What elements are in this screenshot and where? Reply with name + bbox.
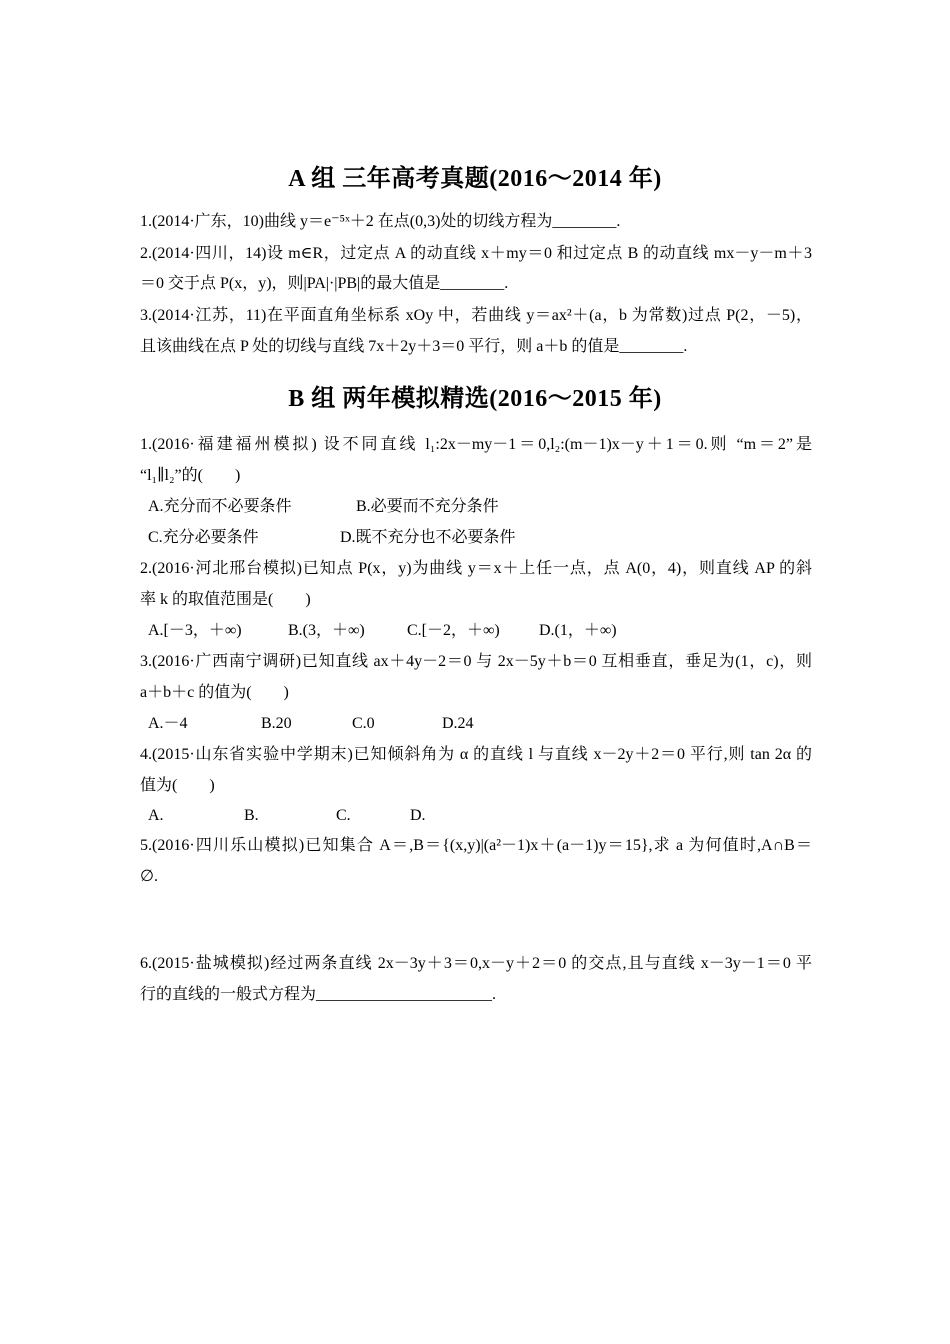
question-b5-line1: 5.(2016·四川乐山模拟)已知集合 A＝,B＝{(x,y)|(a²－1)x＋(a－1)y＝15},求 a 为何值时,A∩B＝ [140, 837, 812, 854]
option-b: B.必要而不充分条件 [356, 498, 499, 515]
question-b5-line2: ∅. [140, 868, 158, 885]
section-a-title: A 组 三年高考真题(2016～2014 年) [288, 166, 662, 192]
option-d: D.(1，＋∞) [539, 622, 617, 639]
question-b2-line1: 2.(2016·河北邢台模拟)已知点 P(x，y)为曲线 y＝x＋上任一点，点 A(0，4)，则直线 AP 的斜 [140, 560, 812, 577]
question-a3-line2: 且该曲线在点 P 处的切线与直线 7x＋2y＋3＝0 平行，则 a＋b 的值是________. [140, 338, 688, 355]
option-d: D.24 [442, 715, 474, 732]
option-b: B. [244, 807, 259, 824]
option-a: A.－4 [148, 715, 188, 732]
question-b4-line1: 4.(2015·山东省实验中学期末)已知倾斜角为 α 的直线 l 与直线 x－2y＋2＝0 平行,则 tan 2α 的 [140, 746, 812, 763]
question-a2-line1: 2.(2014·四川，14)设 m∈R，过定点 A 的动直线 x＋my＝0 和过定点 B 的动直线 mx－y－m＋3 [140, 245, 812, 262]
option-c: C. [336, 807, 351, 824]
question-b2-line2: 率 k 的取值范围是( ) [140, 591, 311, 608]
question-b3-line2: a＋b＋c 的值为( ) [140, 684, 289, 701]
question-b1-line2: “l₁∥l₂”的( ) [140, 467, 241, 484]
option-d: D. [410, 807, 426, 824]
section-b-title: B 组 两年模拟精选(2016～2015 年) [288, 386, 662, 412]
question-b6-line1: 6.(2015·盐城模拟)经过两条直线 2x－3y＋3＝0,x－y＋2＝0 的交点,且与直线 x－3y－1＝0 平 [140, 955, 812, 972]
question-a2-line2: ＝0 交于点 P(x，y)，则|PA|·|PB|的最大值是________. [140, 275, 509, 292]
question-b1-line1: 1.(2016·福建福州模拟) 设不同直线 l₁:2x－my－1＝0,l₂:(m－1)x－y＋1＝0.则 “m＝2”是 [140, 436, 812, 453]
question-a3-line1: 3.(2014·江苏，11)在平面直角坐标系 xOy 中，若曲线 y＝ax²＋(a，b 为常数)过点 P(2，－5)， [140, 307, 812, 324]
question-b3-line1: 3.(2016·广西南宁调研)已知直线 ax＋4y－2＝0 与 2x－5y＋b＝0 互相垂直，垂足为(1，c)，则 [140, 653, 812, 670]
option-b: B.20 [261, 715, 292, 732]
option-d: D.既不充分也不必要条件 [340, 529, 516, 546]
option-c: C.[－2，＋∞) [407, 622, 500, 639]
option-a: A. [148, 807, 164, 824]
option-b: B.(3，＋∞) [288, 622, 365, 639]
question-b4-line2: 值为( ) [140, 777, 215, 794]
option-a: A.[－3，＋∞) [148, 622, 242, 639]
option-c: C.0 [352, 715, 375, 732]
question-a1: 1.(2014·广东，10)曲线 y＝e⁻⁵ˣ＋2 在点(0,3)处的切线方程为________. [140, 213, 621, 230]
option-a: A.充分而不必要条件 [148, 498, 292, 515]
option-c: C.充分必要条件 [148, 529, 259, 546]
question-b6-line2: 行的直线的一般式方程为______________________. [140, 986, 497, 1003]
